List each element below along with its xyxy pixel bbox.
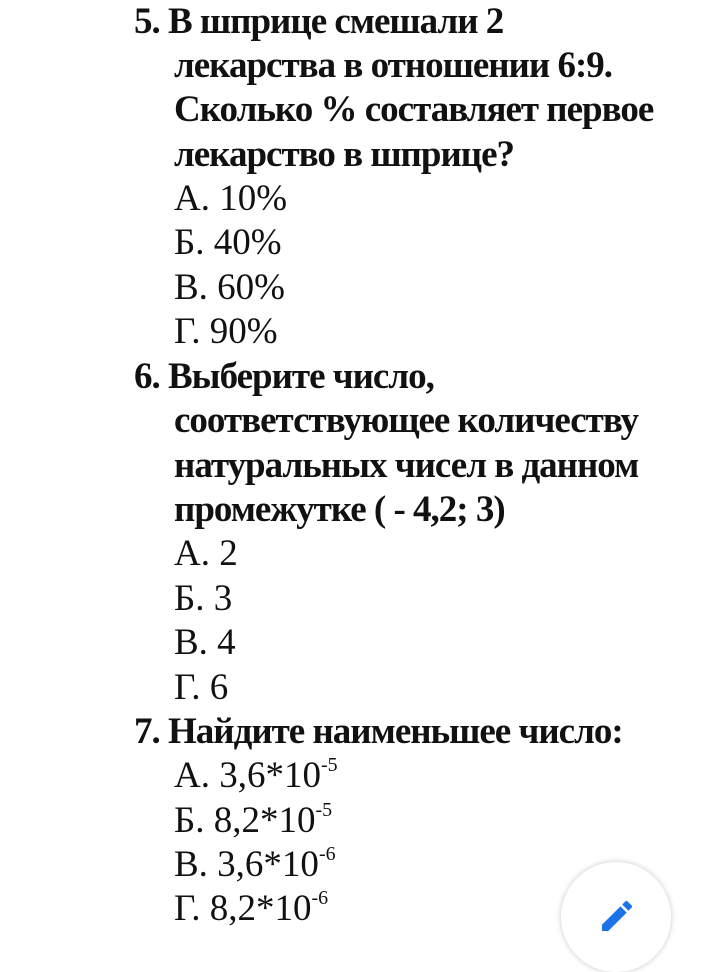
question-7-option-d: Г. $8,2*10^{-6}$: [174, 887, 329, 929]
question-6-text-line-1: Выберите число,: [168, 356, 434, 397]
edit-button[interactable]: [561, 862, 671, 972]
question-6-option-d: Г. 6: [174, 667, 229, 708]
pencil-icon: [597, 896, 637, 936]
question-7-option-d-exponent: -6: [311, 887, 329, 909]
question-5-option-d: Г. 90%: [174, 311, 278, 352]
question-5-option-b: Б. 40%: [174, 222, 282, 263]
question-5-option-c: В. 60%: [174, 267, 285, 308]
question-5-text-line-1: В шприце смешали 2: [168, 1, 504, 42]
question-7-option-a: А. $3,6*10^{-5}$: [174, 754, 338, 796]
question-6-option-b: Б. 3: [174, 578, 233, 619]
question-6-text-line-3: натуральных чисел в данном: [174, 445, 639, 486]
question-5-text-line-4: лекарство в шприце?: [174, 134, 515, 175]
question-5-option-a: А. 10%: [174, 178, 288, 219]
question-6-text-line-2: соответствующее количеству: [174, 400, 639, 441]
question-7-option-a-exponent: -5: [320, 754, 338, 776]
question-5-number: 5. В шприце смешали 2: [134, 1, 504, 42]
question-7-number: 7. Найдите наименьшее число:: [134, 711, 623, 752]
question-5-text-line-3: Сколько % составляет первое: [174, 89, 654, 130]
question-6-option-a: А. 2: [174, 533, 238, 574]
question-5-text-line-2: лекарства в отношении 6:9.: [174, 45, 613, 86]
question-6-option-c: В. 4: [174, 622, 236, 663]
question-7-option-b-exponent: -5: [315, 799, 333, 821]
question-7-option-c-exponent: -6: [318, 843, 336, 865]
question-6-number: 6. Выберите число,: [134, 356, 434, 397]
question-7-text-line-1: Найдите наименьшее число:: [168, 711, 623, 752]
question-7-option-c: В. $3,6*10^{-6}$: [174, 843, 336, 885]
question-7-option-b: Б. $8,2*10^{-5}$: [174, 799, 333, 841]
question-6-text-line-4: промежутке ( - 4,2; 3): [174, 489, 505, 530]
